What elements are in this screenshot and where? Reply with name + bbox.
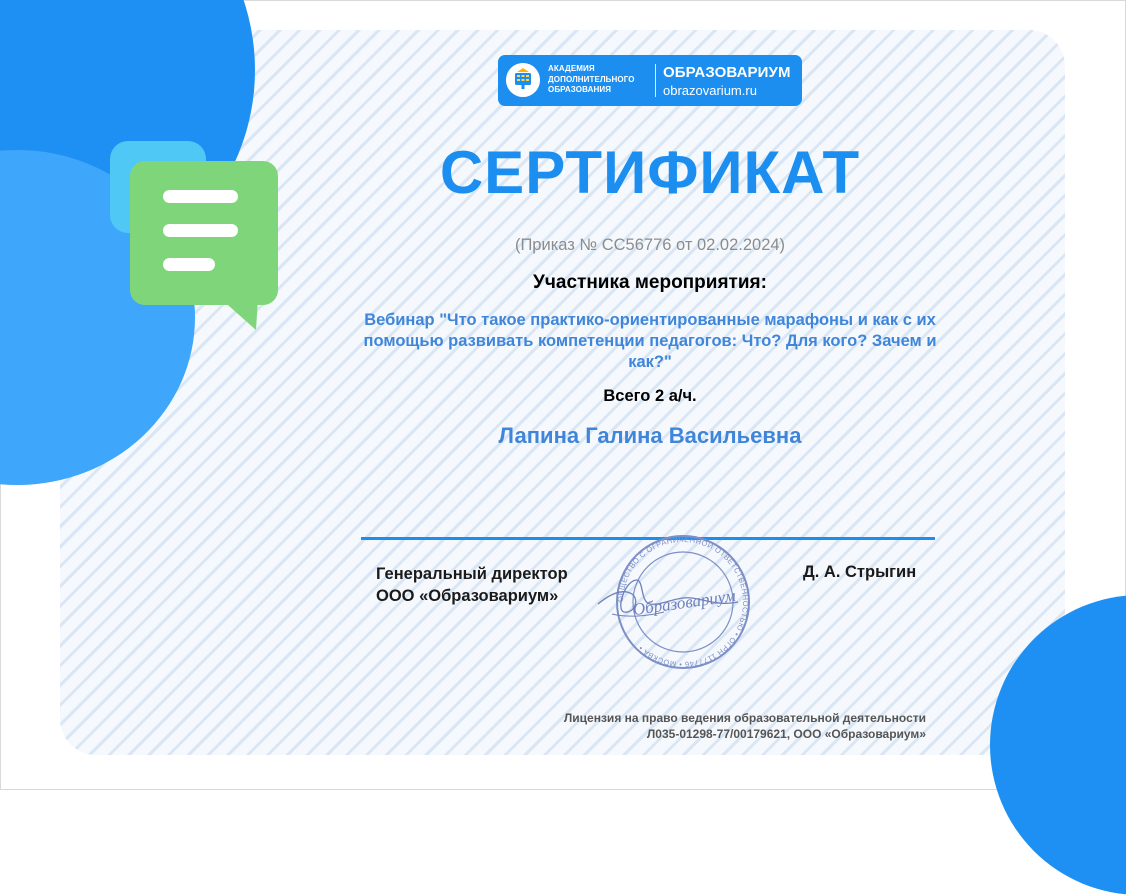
hours-total: Всего 2 а/ч. — [603, 387, 697, 405]
logo-divider — [655, 64, 656, 97]
academy-line-3: ОБРАЗОВАНИЯ — [548, 85, 612, 94]
logo — [498, 55, 802, 106]
svg-text:ОБЩЕСТВО С ОГРАНИЧЕННОЙ ОТВЕТС: ОБЩЕСТВО С ОГРАНИЧЕННОЙ ОТВЕТСТВЕННОСТЬЮ • ОГРН 1177746 • МОСКВА • — [615, 534, 751, 670]
order-number: (Приказ № СС56776 от 02.02.2024) — [514, 236, 786, 254]
svg-text:Образовариум: Образовариум — [631, 585, 737, 620]
academy-line-1: АКАДЕМИЯ — [548, 64, 595, 73]
certificate-title: СЕРТИФИКАТ — [439, 139, 861, 206]
license-line-1: Лицензия на право ведения образовательной деятельности — [563, 711, 926, 725]
company-stamp — [588, 522, 778, 682]
brand-site: obrazovarium.ru — [663, 83, 757, 98]
brand-name: ОБРАЗОВАРИУМ — [663, 64, 791, 81]
academy-name — [548, 64, 635, 96]
academy-line-2: ДОПОЛНИТЕЛЬНОГО — [548, 74, 635, 84]
event-title: Вебинар "Что такое практико-ориентированные марафоны и как с их помощью развивать компетенции педагогов: Что? Для кого? Зачем и как?" — [363, 311, 937, 371]
signatory-position — [376, 563, 568, 607]
signatory-position-line-2: ООО «Образовариум» — [376, 587, 559, 605]
participant-label: Участника мероприятия: — [533, 272, 767, 293]
chat-bubble-icon — [108, 138, 280, 334]
license-line-2: Л035-01298-77/00179621, ООО «Образовариум» — [646, 727, 926, 741]
recipient-name: Лапина Галина Васильевна — [498, 423, 802, 448]
signatory-position-line-1: Генеральный директор — [376, 565, 568, 583]
license-info — [564, 710, 926, 742]
academy-emblem-icon — [506, 63, 540, 97]
signatory-name: Д. А. Стрыгин — [803, 563, 917, 581]
